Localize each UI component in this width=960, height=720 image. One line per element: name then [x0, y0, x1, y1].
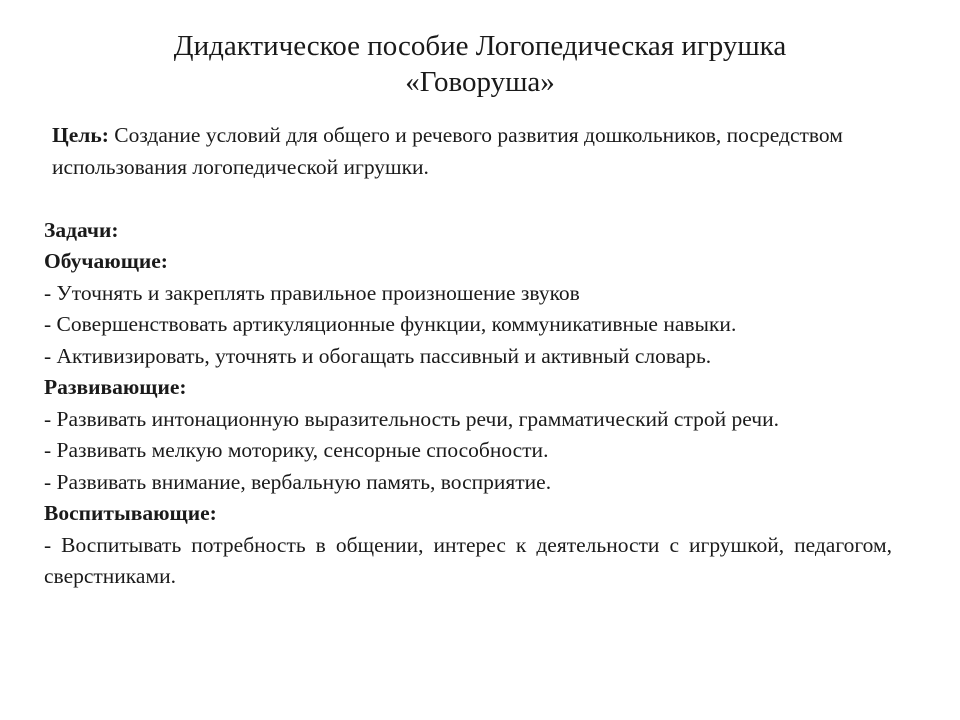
developing-item-1: - Развивать интонационную выразительность речи, грамматический строй речи.	[44, 406, 779, 431]
developing-heading: Развивающие:	[44, 375, 187, 399]
goal-text: Создание условий для общего и речевого развития дошкольников, посредством использования логопедической игрушки.	[52, 123, 843, 179]
developing-item-2: - Развивать мелкую моторику, сенсорные способности.	[44, 438, 549, 462]
teaching-heading: Обучающие:	[44, 249, 168, 273]
goal-paragraph	[44, 120, 892, 183]
upbringing-item-1: - Воспитывать потребность в общении, интерес к деятельности с игрушкой, педагогом, сверстниками.	[44, 532, 892, 588]
goal-label: Цель:	[52, 123, 109, 147]
teaching-item-1: - Уточнять и закреплять правильное произношение звуков	[44, 280, 580, 305]
spacer	[44, 183, 892, 215]
developing-item-3: - Развивать внимание, вербальную память, восприятие.	[44, 469, 552, 494]
teaching-item-2: - Совершенствовать артикуляционные функции, коммуникативные навыки.	[44, 312, 737, 336]
title-line-2: «Говоруша»	[405, 66, 555, 98]
slide-content	[44, 120, 892, 593]
title-line-1: Дидактическое пособие Логопедическая игрушка	[173, 30, 787, 62]
upbringing-heading: Воспитывающие:	[44, 501, 217, 525]
tasks-heading: Задачи:	[44, 217, 119, 242]
teaching-item-3: - Активизировать, уточнять и обогащать пассивный и активный словарь.	[44, 343, 712, 368]
slide-title	[80, 28, 880, 100]
